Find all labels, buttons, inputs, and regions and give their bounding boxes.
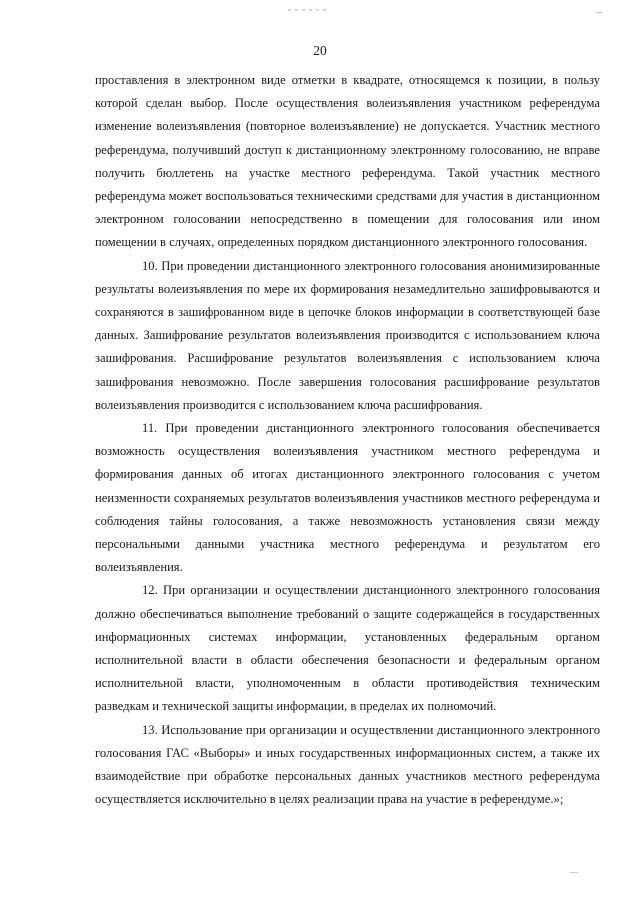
paragraph-13: 13. Использование при организации и осуществлении дистанционного электронного голосования ГАС «Выборы» и иных государственных информационных систем, а также их взаимодействие при обработке персональных данных участников местного референдума осуществляется исключительно в целях реализации права на участие в референдуме.»; bbox=[95, 722, 600, 807]
scan-artifact-bottom bbox=[570, 872, 578, 873]
paragraph-11: 11. При проведении дистанционного электронного голосования обеспечивается возможность осуществления волеизъявления участником местного референдума и формирования данных об итогах дистанционного электронного голосования с учетом неизменности сохраняемых результатов волеизъявления участников местного референдума и соблюдения тайны голосования, а также невозможность установления связи между персональными данными участника местного референдума и результатом его волеизъявления. bbox=[95, 421, 600, 575]
scan-artifact-top bbox=[288, 9, 328, 11]
paragraph-10: 10. При проведении дистанционного электронного голосования анонимизированные результаты волеизъявления по мере их формирования незамедлительно зашифровываются и сохраняются в зашифрованном виде в цепочке блоков информации в соответствующей базе данных. Зашифрование результатов волеизъявления производится с использованием ключа зашифрования. Расшифрование результатов волеизъявления с использованием ключа зашифрования невозможно. После завершения голосования расшифрование результатов волеизъявления производится с использованием ключа расшифрования. bbox=[95, 258, 600, 412]
paragraph-12: 12. При организации и осуществлении дистанционного электронного голосования должно обеспечиваться выполнение требований о защите содержащейся в государственных информационных системах информации, установленных федеральным органом исполнительной власти в области обеспечения безопасности и федеральным органом исполнительной власти, уполномоченным в области противодействия техническим разведкам и технической защиты информации, в пределах их полномочий. bbox=[95, 583, 600, 714]
scan-artifact-corner bbox=[596, 12, 602, 13]
document-body bbox=[95, 69, 600, 812]
page-number: 20 bbox=[313, 43, 327, 58]
paragraph-continuation: проставления в электронном виде отметки в квадрате, относящемся к позиции, в пользу которой сделан выбор. После осуществления волеизъявления участником референдума изменение волеизъявления (повторное волеизъявление) не допускается. Участник местного референдума, получивший доступ к дистанционному электронному голосованию, не вправе получить бюллетень на участке местного референдума. Такой участник местного референдума может воспользоваться техническими средствами для участия в дистанционном электронном голосовании непосредственно в помещении для голосования или ином помещении в случаях, определенных порядком дистанционного электронного голосования. bbox=[95, 73, 600, 250]
